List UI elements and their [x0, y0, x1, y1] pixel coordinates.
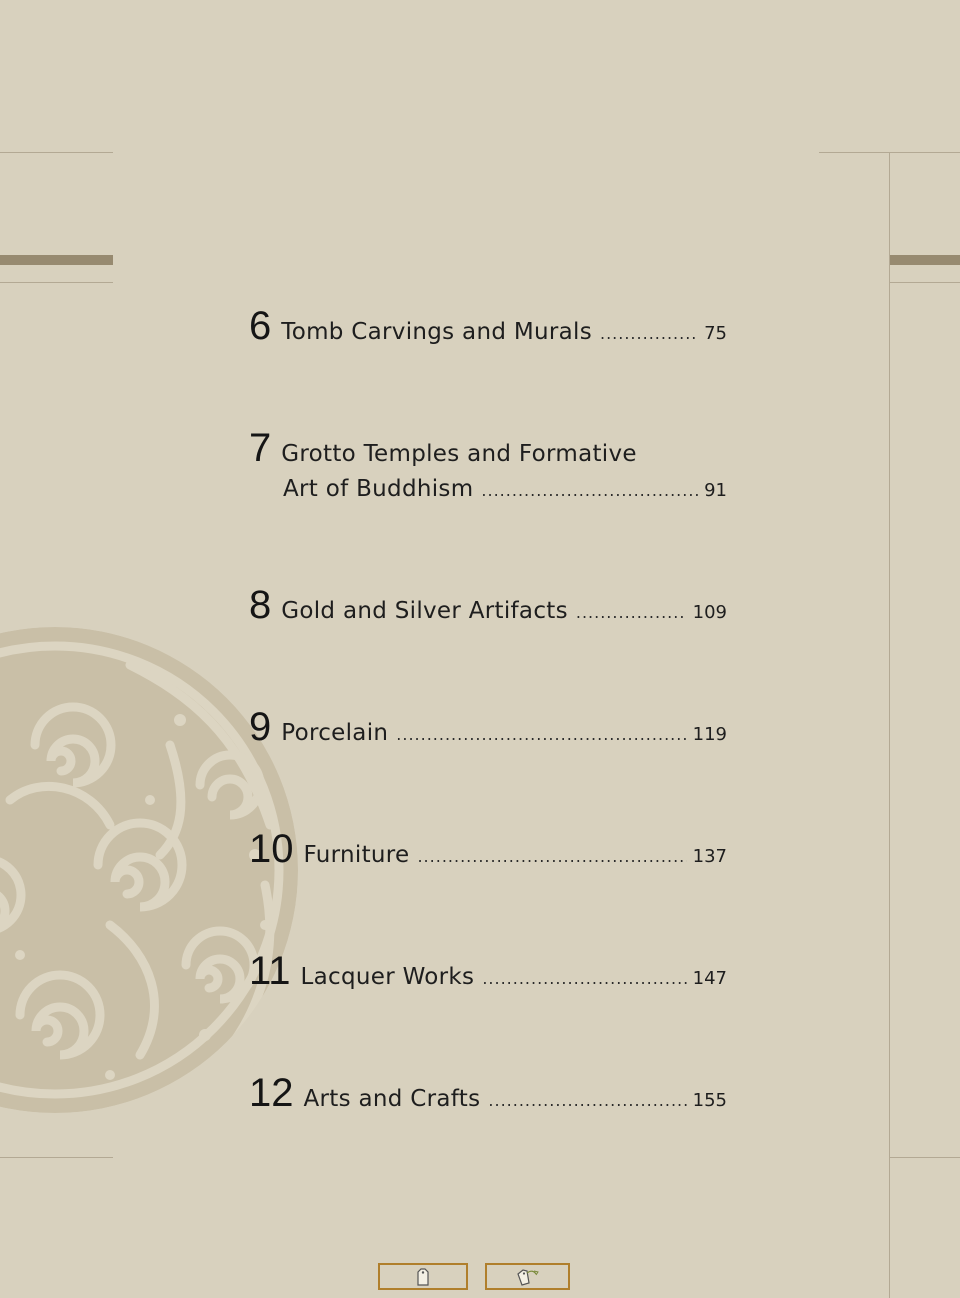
- chapter-title: Arts and Crafts: [303, 1086, 481, 1112]
- dot-leader: [488, 1091, 686, 1110]
- chapter-title: Furniture: [303, 842, 410, 868]
- chapter-number: 8: [249, 583, 272, 627]
- chapter-number: 12: [249, 1071, 294, 1115]
- price-tag-icon: [514, 1268, 542, 1286]
- toc-entry-12[interactable]: [249, 1073, 727, 1121]
- dot-leader: [600, 324, 698, 343]
- page-number: 137: [692, 846, 727, 867]
- page-number: 109: [692, 602, 727, 623]
- toc-entry-8[interactable]: [249, 585, 727, 633]
- next-page-button[interactable]: [485, 1263, 570, 1290]
- toc-entry-6[interactable]: [249, 306, 727, 354]
- dot-leader: [481, 481, 698, 500]
- chapter-title: Porcelain: [281, 720, 389, 746]
- page-number: 119: [692, 724, 727, 745]
- toc-entry-11[interactable]: [249, 951, 727, 999]
- tag-icon: [415, 1268, 431, 1286]
- chapter-number: 7: [249, 426, 272, 470]
- page-number: 147: [692, 968, 727, 989]
- chapter-title: Tomb Carvings and Murals: [281, 319, 592, 345]
- dot-leader: [482, 969, 686, 988]
- page-number: 91: [704, 480, 727, 501]
- page-number: 155: [692, 1090, 727, 1111]
- toc-entry-10[interactable]: [249, 829, 727, 877]
- chapter-title: Lacquer Works: [300, 964, 475, 990]
- chapter-title: Gold and Silver Artifacts: [281, 598, 568, 624]
- previous-page-button[interactable]: [378, 1263, 468, 1290]
- toc-entry-7[interactable]: [249, 428, 727, 524]
- dot-leader: [417, 847, 686, 866]
- chapter-title-continued: Art of Buddhism: [283, 476, 474, 502]
- dot-leader: [576, 603, 687, 622]
- toc-entry-9[interactable]: [249, 707, 727, 755]
- chapter-number: 9: [249, 705, 272, 749]
- chapter-number: 11: [249, 949, 291, 993]
- dot-leader: [396, 725, 686, 744]
- chapter-number: 10: [249, 827, 294, 871]
- chapter-title: Grotto Temples and Formative: [281, 441, 637, 467]
- page-number: 75: [704, 323, 727, 344]
- chapter-number: 6: [249, 304, 272, 348]
